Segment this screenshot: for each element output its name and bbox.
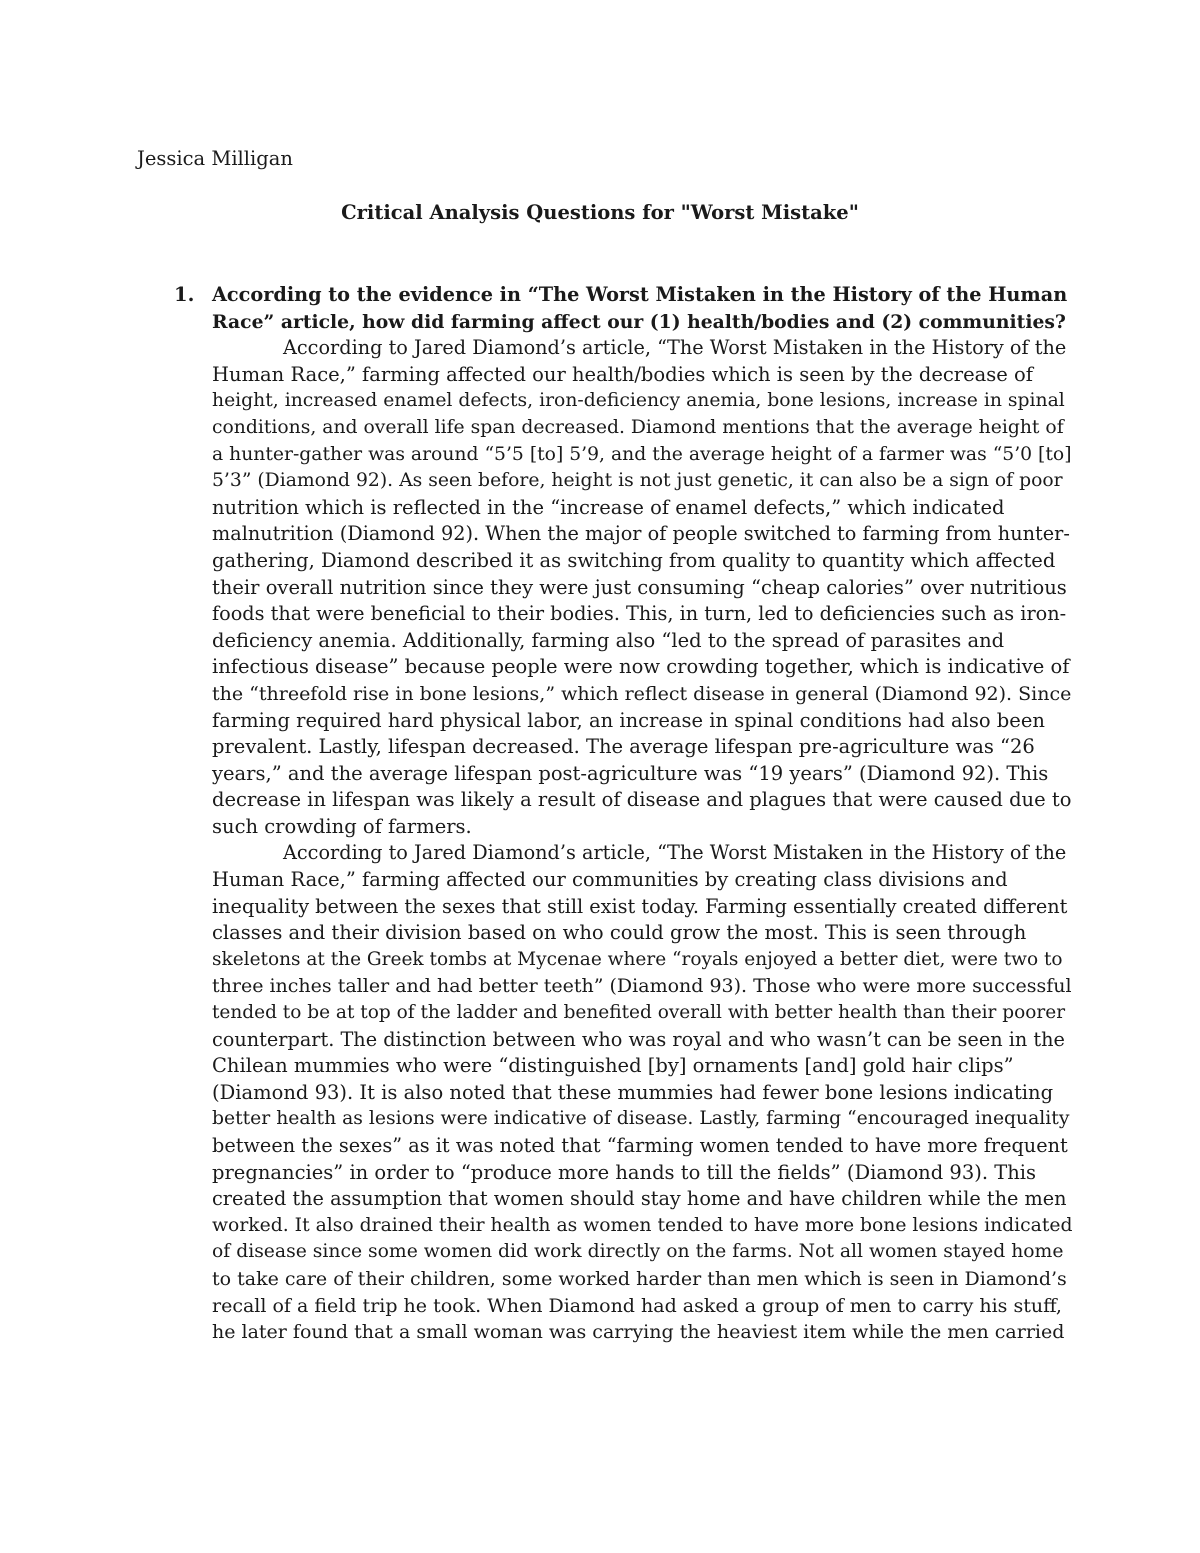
paragraph-line: (Diamond 93). It is also noted that these mummies had fewer bone lesions indicating — [212, 1080, 1054, 1104]
paragraph-line: of disease since some women did work directly on the farms. Not all women stayed home — [212, 1241, 1064, 1263]
paragraph-line: pregnancies” in order to “produce more hands to till the fields” (Diamond 93). This — [212, 1160, 1037, 1184]
paragraph-line: height, increased enamel defects, iron-deficiency anemia, bone lesions, increase in spinal — [212, 390, 1065, 412]
paragraph-line: conditions, and overall life span decreased. Diamond mentions that the average height of — [212, 416, 1064, 438]
paragraph-line: a hunter-gather was around “5’5 [to] 5’9, and the average height of a farmer was “5’0 [to] — [212, 443, 1072, 465]
paragraph-line: created the assumption that women should stay home and have children while the men — [212, 1187, 1067, 1211]
paragraph-line: better health as lesions were indicative of disease. Lastly, farming “encouraged inequality — [212, 1108, 1070, 1130]
paragraph-line: Chilean mummies who were “distinguished [by] ornaments [and] gold hair clips” — [212, 1054, 1014, 1078]
paragraph-line: malnutrition (Diamond 92). When the major of people switched to farming from hunter- — [212, 522, 1070, 546]
author-name: Jessica Milligan — [137, 147, 293, 170]
answer-paragraph-health — [212, 335, 1072, 840]
paragraph-line: foods that were beneficial to their bodies. This, in turn, led to deficiencies such as iron- — [212, 602, 1067, 626]
paragraph-line: Human Race,” farming affected our health/bodies which is seen by the decrease of — [212, 362, 1033, 386]
paragraph-line: classes and their division based on who could grow the most. This is seen through — [212, 921, 1027, 945]
paragraph-line: tended to be at top of the ladder and benefited overall with better health than their poorer — [212, 1002, 1066, 1024]
paragraph-line: recall of a field trip he took. When Diamond had asked a group of men to carry his stuff, — [212, 1294, 1062, 1317]
question-block — [212, 282, 1072, 1346]
paragraph-line: the “threefold rise in bone lesions,” which reflect disease in general (Diamond 92). Since — [212, 682, 1072, 705]
answer-paragraph-communities — [212, 840, 1072, 1345]
paragraph-line: he later found that a small woman was carrying the heaviest item while the men carried — [212, 1321, 1065, 1344]
question-heading-line: According to the evidence in “The Worst Mistaken in the History of the Human — [212, 283, 1068, 306]
paragraph-line: infectious disease” because people were now crowding together, which is indicative of — [212, 655, 1070, 679]
paragraph-line: counterpart. The distinction between who was royal and who wasn’t can be seen in the — [212, 1027, 1065, 1051]
paragraph-line: farming required hard physical labor, an increase in spinal conditions had also been — [212, 708, 1045, 732]
paragraph-line: skeletons at the Greek tombs at Mycenae where “royals enjoyed a better diet, were two to — [212, 948, 1063, 970]
question-heading — [212, 282, 1072, 335]
paragraph-line: such crowding of farmers. — [212, 814, 472, 838]
paragraph-line: prevalent. Lastly, lifespan decreased. The average lifespan pre-agriculture was “26 — [212, 735, 1035, 759]
paragraph-line: decrease in lifespan was likely a result of disease and plagues that were caused due to — [212, 788, 1072, 812]
question-number: 1. — [174, 283, 195, 306]
paragraph-line: worked. It also drained their health as women tended to have more bone lesions indicated — [212, 1214, 1073, 1236]
paragraph-line: between the sexes” as it was noted that “farming women tended to have more frequent — [212, 1134, 1068, 1157]
question-heading-line: Race” article, how did farming affect our (1) health/bodies and (2) communities? — [212, 310, 1066, 333]
paragraph-line: Human Race,” farming affected our communities by creating class divisions and — [212, 868, 1008, 892]
paragraph-line: their overall nutrition since they were just consuming “cheap calories” over nutritious — [212, 575, 1067, 599]
paragraph-line: gathering, Diamond described it as switching from quality to quantity which affected — [212, 548, 1056, 572]
document-title: Critical Analysis Questions for "Worst Mistake" — [341, 201, 859, 224]
paragraph-line: to take care of their children, some worked harder than men which is seen in Diamond’s — [212, 1267, 1067, 1290]
paragraph-line: three inches taller and had better teeth” (Diamond 93). Those who were more successful — [212, 975, 1072, 998]
paragraph-line: deficiency anemia. Additionally, farming also “led to the spread of parasites and — [212, 628, 1005, 652]
paragraph-line: nutrition which is reflected in the “increase of enamel defects,” which indicated — [212, 495, 1005, 519]
paragraph-line: years,” and the average lifespan post-agriculture was “19 years” (Diamond 92). This — [212, 761, 1049, 785]
paragraph-line: inequality between the sexes that still exist today. Farming essentially created different — [212, 894, 1068, 918]
paragraph-line: According to Jared Diamond’s article, “The Worst Mistaken in the History of the — [283, 336, 1067, 360]
paragraph-line: According to Jared Diamond’s article, “The Worst Mistaken in the History of the — [283, 841, 1067, 865]
paragraph-line: 5’3” (Diamond 92). As seen before, height is not just genetic, it can also be a sign of poor — [212, 470, 1063, 492]
